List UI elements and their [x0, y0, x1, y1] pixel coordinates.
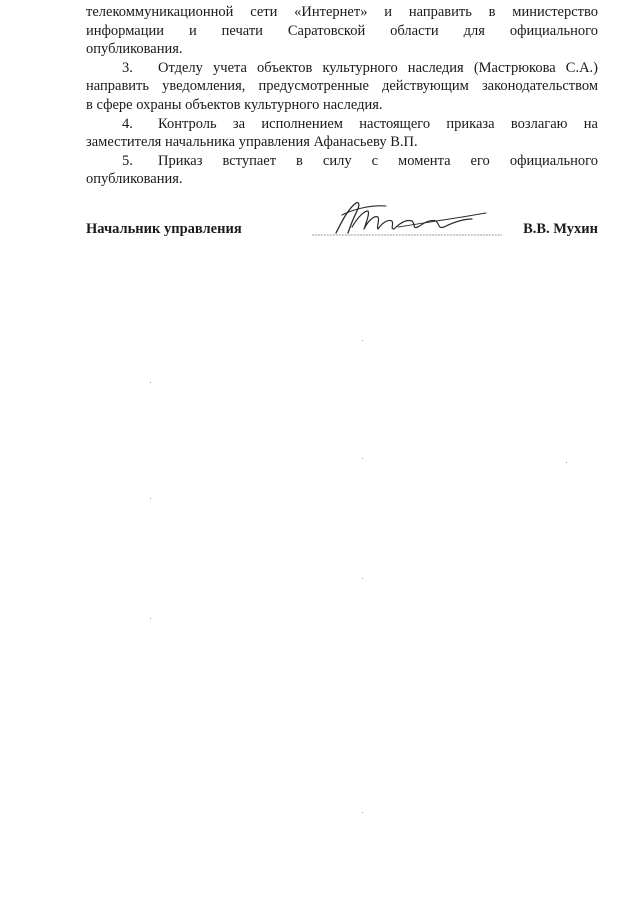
continuation-line-2: информации и печати Саратовской области для официального	[86, 22, 598, 39]
item-5-text-1: Приказ вступает в силу с момента его официального	[158, 152, 598, 169]
item-3-line-3: в сфере охраны объектов культурного наследия.	[86, 96, 383, 113]
scan-speck	[362, 340, 363, 341]
item-5-line-2: опубликования.	[86, 171, 183, 188]
item-5-line-1	[86, 152, 598, 171]
scan-speck	[362, 812, 363, 813]
item-4-number: 4.	[122, 115, 133, 132]
signature-block	[86, 217, 598, 241]
signatory-name: В.В. Мухин	[523, 221, 598, 237]
item-3-line-2: направить уведомления, предусмотренные действующим законодательством	[86, 78, 598, 95]
item-4-line-1	[86, 115, 598, 134]
scan-speck	[362, 578, 363, 579]
item-3-text-1: Отделу учета объектов культурного наследия (Мастрюкова С.А.)	[158, 59, 598, 76]
document-body	[86, 3, 598, 189]
item-5-number: 5.	[122, 152, 133, 169]
item-3-number: 3.	[122, 59, 133, 76]
scan-speck	[566, 462, 567, 463]
signatory-title: Начальник управления	[86, 221, 242, 237]
handwritten-signature	[312, 197, 502, 241]
scan-speck	[150, 498, 151, 499]
continuation-line-3: опубликования.	[86, 41, 183, 58]
scan-speck	[150, 618, 151, 619]
continuation-line-1: телекоммуникационной сети «Интернет» и направить в министерство	[86, 4, 598, 20]
item-3-line-1	[86, 59, 598, 78]
scan-speck	[362, 458, 363, 459]
item-4-text-1: Контроль за исполнением настоящего приказа возлагаю на	[158, 115, 598, 132]
item-4-line-2: заместителя начальника управления Афанасьеву В.П.	[86, 134, 418, 151]
scan-speck	[150, 382, 151, 383]
